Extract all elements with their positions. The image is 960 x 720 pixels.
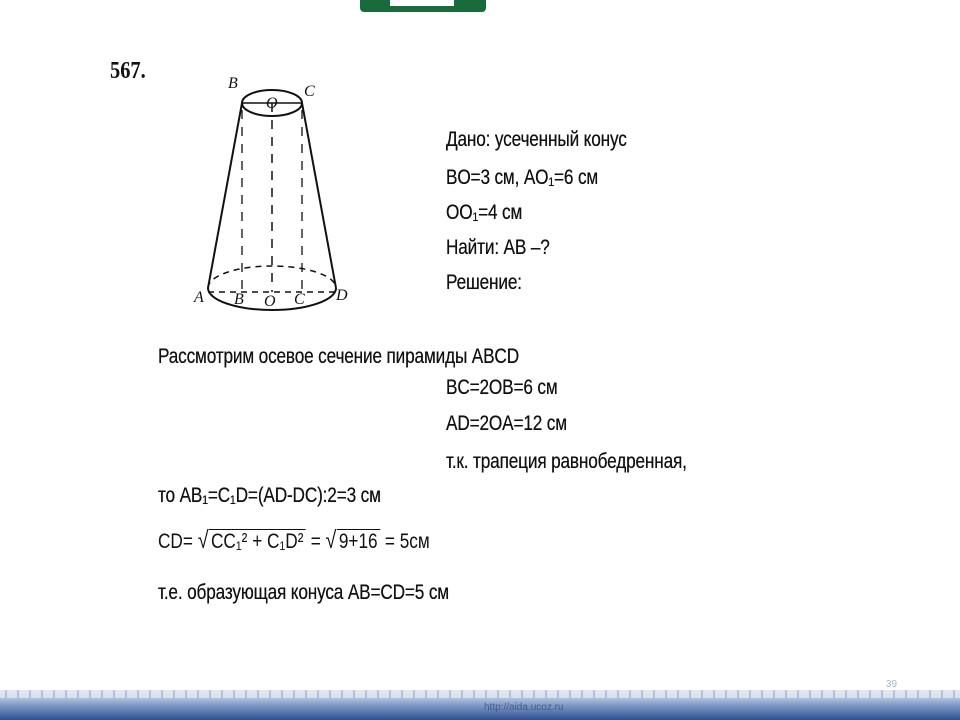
label-b1: B: [234, 291, 244, 308]
given-line-5: Решение:: [446, 271, 522, 294]
sqrt-sign-1: √: [197, 527, 209, 554]
cd-prefix: CD=: [158, 530, 193, 553]
cd-radicand-1: CC₁² + C₁D²: [209, 529, 306, 553]
label-o: O: [266, 95, 278, 112]
given-line-4: Найти: AB –?: [446, 236, 550, 259]
cd-result: = 5см: [384, 530, 430, 553]
given-line-1: Дано: усеченный конус: [446, 128, 627, 151]
footer-ruler-strip: [0, 690, 960, 698]
solution-line-3: AD=2OA=12 см: [446, 412, 567, 435]
solution-line-4: т.к. трапеция равнобедренная,: [446, 450, 687, 473]
label-c: C: [304, 83, 315, 100]
truncated-cone-figure: [190, 70, 370, 320]
solution-line-2: BC=2OB=6 см: [446, 376, 558, 399]
top-tab-highlight: [390, 0, 454, 6]
sqrt-sign-2: √: [325, 527, 337, 554]
solution-line-7: т.е. образующая конуса AB=CD=5 см: [158, 581, 449, 604]
solution-line-1: Рассмотрим осевое сечение пирамиды ABCD: [158, 345, 519, 368]
given-line-3: OO₁=4 см: [446, 201, 523, 224]
generatrix-ab: [208, 103, 242, 288]
solution-line-5: то AB₁=C₁D=(AD-DC):2=3 см: [158, 484, 381, 507]
top-tab-decoration: [360, 0, 486, 12]
problem-number: 567.: [110, 58, 146, 84]
given-line-2: BO=3 см, AO₁=6 см: [446, 166, 599, 189]
page-number: 39: [886, 679, 898, 690]
cd-equals: =: [310, 530, 321, 553]
cd-radicand-2: 9+16: [336, 529, 380, 553]
footer-ruler-bar: [0, 680, 960, 720]
footer-url: http://aida.ucoz.ru: [484, 702, 564, 713]
label-o1: O: [264, 293, 276, 310]
label-b: B: [228, 75, 238, 92]
label-a: A: [194, 289, 204, 306]
label-c1: C: [294, 291, 305, 308]
cd-formula: [158, 527, 430, 555]
label-d: D: [336, 287, 348, 304]
generatrix-cd: [302, 103, 336, 288]
